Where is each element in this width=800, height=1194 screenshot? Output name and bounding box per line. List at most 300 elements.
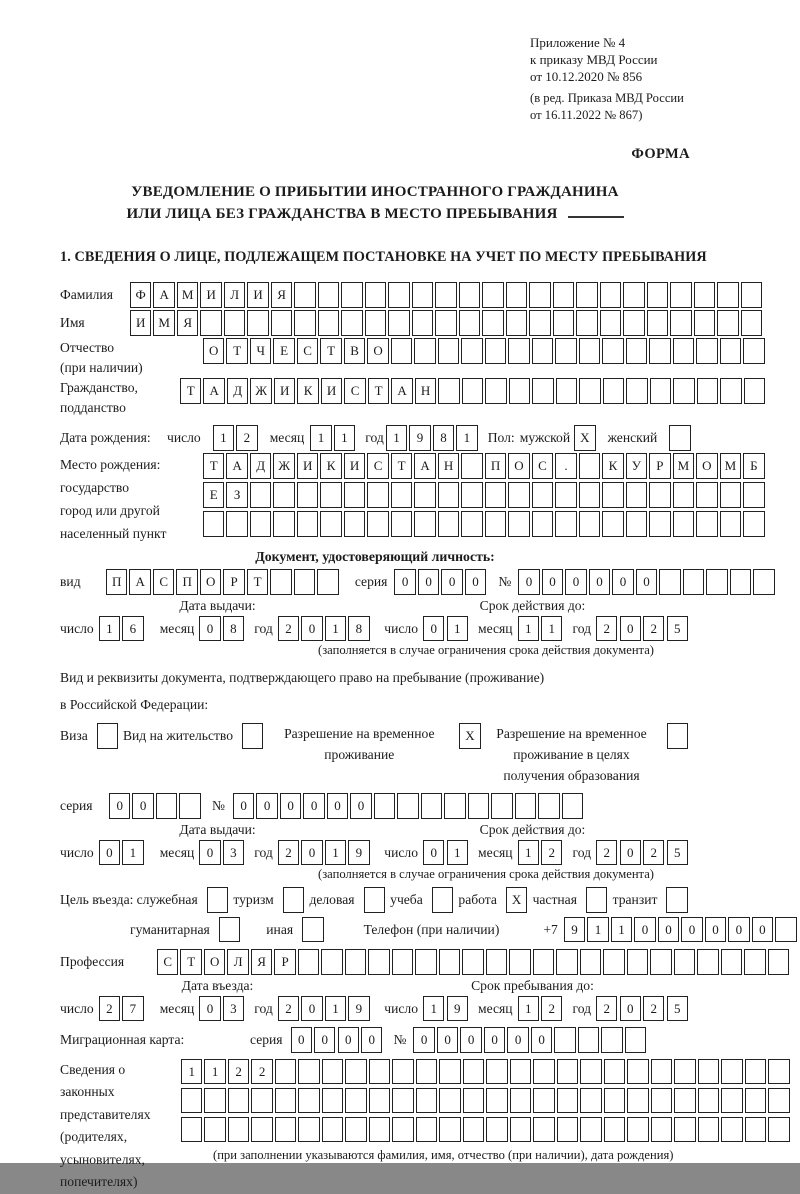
char-cell: Т [203,453,224,479]
surname-row [60,282,690,308]
char-cell [721,949,742,975]
char-cell [439,1088,460,1114]
until-year-boxes [596,996,690,1022]
char-cell: 0 [542,569,563,595]
char-cell [651,1088,672,1114]
char-cell: 0 [394,569,415,595]
char-cell [625,1027,646,1053]
char-cell [438,378,459,404]
char-cell [553,282,574,308]
char-cell [302,917,323,943]
char-cell: М [673,453,694,479]
char-cell: 0 [589,569,610,595]
char-cell: 1 [334,425,355,451]
char-cell [626,338,647,364]
char-cell [602,482,623,508]
char-cell [322,1088,343,1114]
char-cell: С [297,338,318,364]
char-cell: 0 [199,840,220,866]
amend-line: от 16.11.2022 № 867) [530,108,643,122]
char-cell [579,453,600,479]
char-cell [251,1088,272,1114]
char-cell [745,1117,766,1143]
char-cell [557,1059,578,1085]
char-cell [412,310,433,336]
char-cell [345,1117,366,1143]
stay-doc-date-headings [60,822,690,838]
char-cell: Т [320,338,341,364]
form-title [60,181,690,225]
char-cell [659,569,680,595]
char-cell: 1 [541,616,562,642]
char-cell [602,338,623,364]
char-cell [553,310,574,336]
char-cell [603,949,624,975]
char-cell [717,282,738,308]
char-cell: И [274,378,295,404]
char-cell: В [344,338,365,364]
char-cell [532,482,553,508]
char-cell [414,511,435,537]
purpose-study-checkbox [432,887,455,913]
char-cell [586,887,607,913]
series-label: серия [250,1032,283,1048]
char-cell [250,482,271,508]
char-cell [228,1117,249,1143]
representatives-boxes [181,1059,792,1164]
char-cell [491,793,512,819]
stay-valid-month-boxes [518,840,565,866]
purpose-official-checkbox [207,887,230,913]
char-cell [555,338,576,364]
char-cell [506,310,527,336]
char-cell: 0 [565,569,586,595]
char-cell [341,282,362,308]
valid-month-boxes [518,616,565,642]
entry-day-boxes [99,996,146,1022]
char-cell [270,569,291,595]
char-cell [623,310,644,336]
char-cell [345,1059,366,1085]
char-cell [463,1117,484,1143]
char-cell: 1 [325,616,346,642]
stay-series-boxes [109,793,203,819]
purpose-business-label: деловая [309,892,355,908]
char-cell [392,1059,413,1085]
entry-date-group: число 2 7 месяц 0 3 год 2 0 1 9 [60,996,384,1022]
char-cell [320,511,341,537]
char-cell [294,282,315,308]
char-cell [439,949,460,975]
stay-until-group: число 1 9 месяц 1 2 год 2 0 2 5 [384,996,690,1022]
char-cell [485,378,506,404]
char-cell [555,511,576,537]
char-cell [768,1088,789,1114]
char-cell [627,1059,648,1085]
char-cell: Т [247,569,268,595]
given-name-boxes [130,310,764,336]
doc-kind-boxes [106,569,341,595]
char-cell: 0 [634,917,655,943]
purpose-private-checkbox [586,887,609,913]
char-cell: 2 [596,616,617,642]
phone-prefix: +7 [543,921,558,937]
entry-month-boxes [199,996,246,1022]
char-cell: 2 [278,996,299,1022]
char-cell: Д [250,453,271,479]
char-cell [369,1117,390,1143]
doc-series-boxes [394,569,488,595]
char-cell: Р [274,949,295,975]
char-cell: 1 [518,996,539,1022]
char-cell: 2 [541,840,562,866]
char-cell [367,511,388,537]
char-cell [717,310,738,336]
char-cell: 8 [223,616,244,642]
char-cell [438,511,459,537]
char-cell: Р [223,569,244,595]
char-cell [744,949,765,975]
char-cell: 1 [213,425,234,451]
char-cell [463,1088,484,1114]
char-cell [320,482,341,508]
char-cell [743,338,764,364]
char-cell: 2 [596,840,617,866]
char-cell [369,1088,390,1114]
char-cell: 1 [310,425,331,451]
migration-card-row [60,1027,690,1053]
char-cell: 2 [278,840,299,866]
char-cell: М [177,282,198,308]
char-cell [485,511,506,537]
char-cell [435,282,456,308]
birth-place-block [60,453,758,545]
char-cell [298,1117,319,1143]
given-name-row [60,310,690,336]
char-cell: 1 [518,840,539,866]
char-cell: Е [273,338,294,364]
char-cell [414,338,435,364]
char-cell: К [320,453,341,479]
char-cell: 0 [423,616,444,642]
char-cell: 0 [507,1027,528,1053]
char-cell: X [459,723,480,749]
char-cell: 2 [99,996,120,1022]
char-cell: 0 [301,996,322,1022]
char-cell [529,310,550,336]
char-cell [576,282,597,308]
profession-boxes [157,949,791,975]
char-cell [462,378,483,404]
char-cell [318,310,339,336]
char-cell [669,425,690,451]
char-cell [650,949,671,975]
char-cell [392,1088,413,1114]
char-cell [579,511,600,537]
char-cell [275,1117,296,1143]
surname-boxes [130,282,764,308]
char-cell: 9 [348,840,369,866]
option-temp-residence-edu-checkbox [667,723,690,749]
given-name-label: Имя [60,315,85,331]
char-cell [461,453,482,479]
char-cell: 1 [447,840,468,866]
char-cell: 0 [658,917,679,943]
entry-date-headings [60,978,690,994]
option-visa: Виза [60,723,120,749]
char-cell [365,282,386,308]
birth-month-boxes [310,425,357,451]
char-cell: Д [227,378,248,404]
char-cell [696,511,717,537]
char-cell [601,1027,622,1053]
char-cell: Н [415,378,436,404]
char-cell [649,338,670,364]
char-cell [745,1088,766,1114]
char-cell [228,1088,249,1114]
stay-issue-month-boxes [199,840,246,866]
char-cell [242,723,263,749]
stay-number-boxes [233,793,585,819]
char-cell [602,511,623,537]
char-cell [627,1117,648,1143]
char-cell: 0 [612,569,633,595]
char-cell [674,949,695,975]
char-cell: М [720,453,741,479]
form-title-line2: ИЛИ ЛИЦА БЕЗ ГРАЖДАНСТВА В МЕСТО ПРЕБЫВАНИЯ [60,203,690,225]
purpose-work-checkbox [506,887,529,913]
char-cell [294,310,315,336]
char-cell: О [508,453,529,479]
valid-until-heading: Срок действия до: [479,597,586,613]
char-cell [444,793,465,819]
char-cell: 1 [122,840,143,866]
valid-day-boxes [423,616,470,642]
char-cell [730,569,751,595]
char-cell [275,1088,296,1114]
char-cell [533,1059,554,1085]
char-cell: 0 [303,793,324,819]
char-cell [555,482,576,508]
char-cell: 9 [564,917,585,943]
purpose-tourism-checkbox [283,887,306,913]
char-cell: Ж [250,378,271,404]
char-cell: 2 [541,996,562,1022]
char-cell [580,949,601,975]
char-cell [720,378,741,404]
char-cell [322,1059,343,1085]
char-cell [557,1088,578,1114]
char-cell [554,1027,575,1053]
sex-label: Пол: [487,430,515,446]
char-cell [696,482,717,508]
char-cell: Ч [250,338,271,364]
char-cell: 0 [465,569,486,595]
char-cell: 1 [456,425,477,451]
option-visa-checkbox [97,723,120,749]
purpose-tourism-label: туризм [233,892,274,908]
char-cell: О [204,949,225,975]
char-cell [720,338,741,364]
char-cell [580,1088,601,1114]
char-cell [515,793,536,819]
char-cell: 0 [314,1027,335,1053]
char-cell: И [200,282,221,308]
char-cell [412,282,433,308]
char-cell: А [414,453,435,479]
char-cell [345,1088,366,1114]
char-cell [775,917,796,943]
stay-doc-options [60,723,690,786]
char-cell: С [344,378,365,404]
char-cell [696,338,717,364]
char-cell [432,887,453,913]
char-cell: 0 [327,793,348,819]
char-cell: И [247,282,268,308]
char-cell: 2 [236,425,257,451]
section1-heading: 1. СВЕДЕНИЯ О ЛИЦЕ, ПОДЛЕЖАЩЕМ ПОСТАНОВКЕ НА УЧЕТ ПО МЕСТУ ПРЕБЫВАНИЯ [60,249,707,265]
char-cell: 1 [611,917,632,943]
form-label: ФОРМА [631,146,690,162]
char-cell [486,1088,507,1114]
char-cell: 0 [423,840,444,866]
char-cell [580,1117,601,1143]
char-cell: П [106,569,127,595]
char-cell [533,1117,554,1143]
char-cell [603,378,624,404]
patronymic-label: Отчество (при наличии) [60,340,143,376]
char-cell [673,511,694,537]
purpose-row2 [60,917,766,943]
char-cell [508,482,529,508]
char-cell [200,310,221,336]
char-cell [486,1059,507,1085]
profession-row [60,949,690,975]
char-cell: Т [180,949,201,975]
identity-doc-date-headings [60,598,690,614]
char-cell: 0 [338,1027,359,1053]
char-cell [698,1117,719,1143]
char-cell [415,949,436,975]
ref-line: от 10.12.2020 № 856 [530,69,643,84]
char-cell: С [532,453,553,479]
char-cell: 0 [233,793,254,819]
char-cell [391,338,412,364]
char-cell: 7 [122,996,143,1022]
char-cell [438,482,459,508]
purpose-label: Цель въезда: [60,892,134,908]
char-cell [532,378,553,404]
char-cell [674,1117,695,1143]
char-cell [674,1088,695,1114]
stay-valid-year-boxes [596,840,690,866]
char-cell [435,310,456,336]
char-cell [275,1059,296,1085]
phone-boxes [564,917,799,943]
char-cell [416,1088,437,1114]
char-cell [298,1059,319,1085]
char-cell: И [297,453,318,479]
purpose-transit-checkbox [666,887,689,913]
char-cell: 9 [409,425,430,451]
char-cell [666,887,687,913]
char-cell: 3 [223,840,244,866]
birth-day-boxes [213,425,260,451]
char-cell: 5 [667,996,688,1022]
char-cell [604,1059,625,1085]
char-cell [576,310,597,336]
stay-issue-day-boxes [99,840,146,866]
char-cell [317,569,338,595]
entry-dates [60,996,690,1022]
issue-date-heading: Дата выдачи: [179,821,256,837]
birth-place-row3 [203,511,767,537]
char-cell [604,1088,625,1114]
migration-number-boxes [413,1027,648,1053]
issue-month-boxes [199,616,246,642]
char-cell: И [344,453,365,479]
char-cell [579,338,600,364]
char-cell [580,1059,601,1085]
char-cell [744,378,765,404]
char-cell [247,310,268,336]
char-cell: 0 [256,793,277,819]
char-cell [627,1088,648,1114]
char-cell: 0 [280,793,301,819]
ref-line: к приказу МВД России [530,52,658,67]
option-residence-permit: Вид на жительство [123,723,266,749]
char-cell [557,1117,578,1143]
char-cell [670,282,691,308]
char-cell [181,1088,202,1114]
char-cell: 0 [437,1027,458,1053]
char-cell [486,1117,507,1143]
char-cell [97,723,118,749]
char-cell: 0 [728,917,749,943]
birth-date-label: Дата рождения: [60,430,151,446]
char-cell: 2 [643,840,664,866]
char-cell [486,949,507,975]
char-cell [706,569,727,595]
purpose-private-label: частная [532,892,577,908]
char-cell [743,482,764,508]
char-cell: Я [271,282,292,308]
char-cell [416,1059,437,1085]
char-cell: О [203,338,224,364]
char-cell [510,1059,531,1085]
char-cell: С [367,453,388,479]
char-cell: 2 [278,616,299,642]
birth-date-row [60,425,690,451]
option-temp-residence: Разрешение на временное проживание X [268,723,482,765]
char-cell [341,310,362,336]
char-cell: 0 [418,569,439,595]
purpose-official-label: служебная [136,892,198,908]
char-cell: 1 [181,1059,202,1085]
amendment-reference [530,90,690,124]
char-cell: 5 [667,840,688,866]
char-cell: 2 [643,616,664,642]
stay-doc-dates [60,840,690,866]
patronymic-boxes [203,338,767,364]
char-cell [297,511,318,537]
char-cell [510,1117,531,1143]
char-cell [533,1088,554,1114]
char-cell [538,793,559,819]
char-cell [392,949,413,975]
char-cell [627,949,648,975]
sex-female-box [669,425,692,451]
